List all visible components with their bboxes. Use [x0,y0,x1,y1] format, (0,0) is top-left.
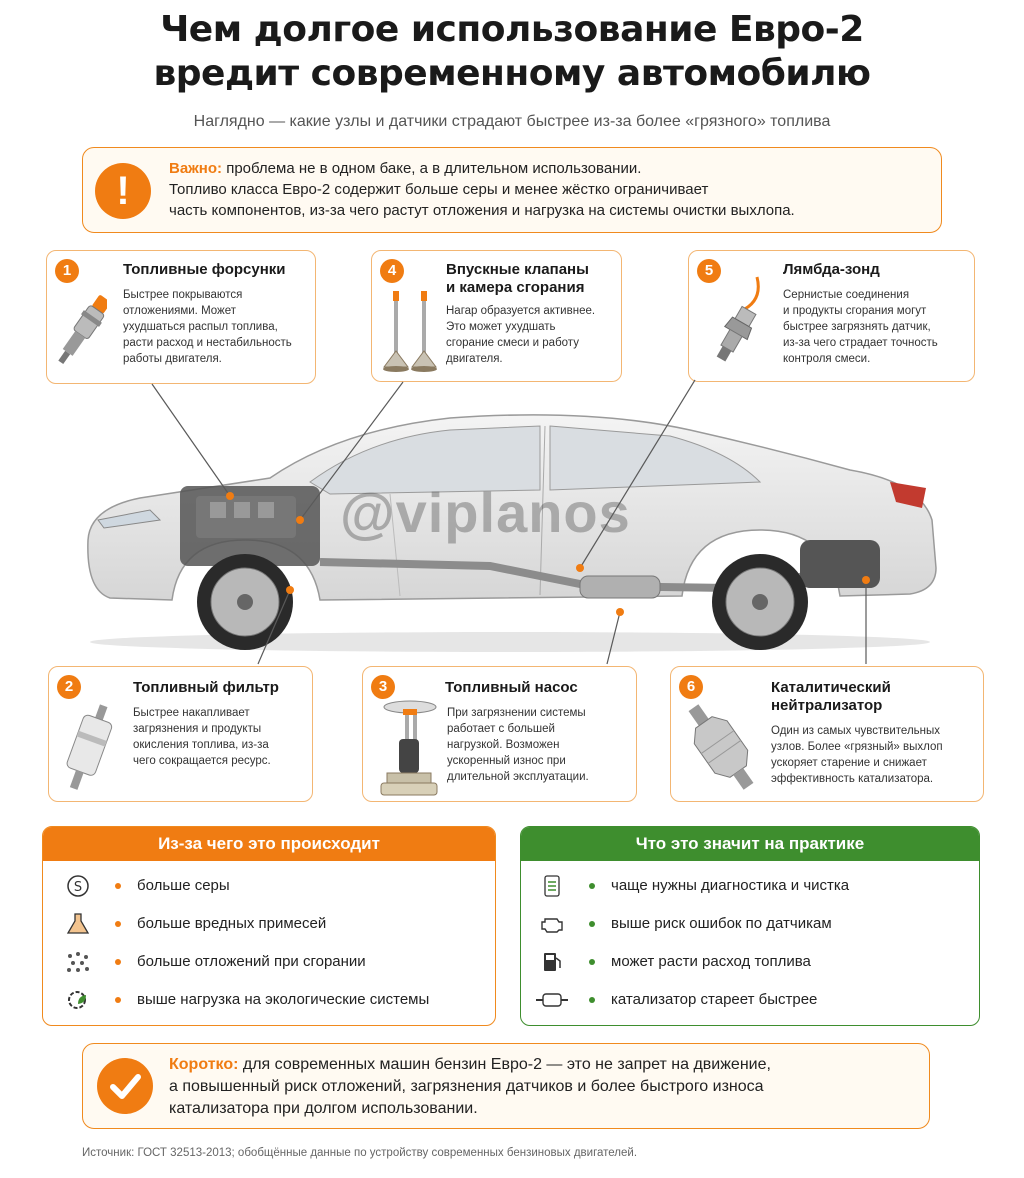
page-title [0,8,1024,96]
injector-icon [57,287,107,377]
list-item [43,943,495,981]
summary-line-1: для современных машин бензин Евро-2 — это не запрет на движение, [238,1056,771,1073]
card-title: Топливные форсунки [123,261,286,278]
list-item [521,981,979,1019]
card-body-line: работает с большей [447,723,555,735]
cause-text: выше нагрузка на экологические системы [137,991,430,1008]
card-body-line: узлов. Более «грязный» выхлоп [771,741,943,753]
card-title: и камера сгорания [446,279,585,296]
effect-text: может расти расход топлива [611,953,811,970]
title-line-2: вредит современному автомобилю [153,53,871,94]
card-number: 6 [679,675,703,699]
catalyst-icon [535,989,569,1011]
card-number: 3 [371,675,395,699]
list-item [521,943,979,981]
card-body-line: Быстрее накапливает [133,707,250,719]
card-body-line: контроля смеси. [783,353,871,365]
card-title: Впускные клапаны [446,261,589,278]
card-title: Топливный насос [445,679,578,696]
card-body-line: отложениями. Может [123,305,237,317]
card-number: 2 [57,675,81,699]
effects-list [521,867,979,1019]
svg-text:S: S [73,880,83,895]
check-engine-icon [539,913,565,935]
important-notice [82,147,942,233]
card-fuel-injectors [46,250,316,384]
card-catalytic-converter [670,666,984,802]
card-intake-valves [371,250,622,382]
fuel-pump-module-icon [377,699,443,799]
title-line-1: Чем долгое использование Евро-2 [160,9,864,50]
card-number: 1 [55,259,79,283]
card-body-line: длительной эксплуатации. [447,771,589,783]
card-body-line: нагрузкой. Возможен [447,739,560,751]
source-note: Источник: ГОСТ 32513-2013; обобщённые данные по устройству современных бензиновых двигателей. [82,1147,638,1159]
cause-text: больше серы [137,877,230,894]
cause-text: больше отложений при сгорании [137,953,366,970]
fuel-pump-icon [539,951,565,973]
card-title: Топливный фильтр [133,679,279,696]
card-body-line: двигателя. [446,353,503,365]
card-number: 4 [380,259,404,283]
causes-list [43,867,495,1019]
exclamation-icon: ! [95,163,151,219]
causes-panel [42,826,496,1026]
checkmark-icon [97,1058,153,1114]
card-body-line: быстрее загрязнять датчик, [783,321,931,333]
card-body-line: из-за чего страдает точность [783,337,938,349]
summary-line-2: а повышенный риск отложений, загрязнения датчиков и более быстрого износа [169,1078,764,1095]
flask-icon [65,913,91,935]
list-item [43,905,495,943]
notice-label: Важно: [169,160,223,177]
card-body-line: ускоренный износ при [447,755,566,767]
card-body-line: Сернистые соединения [783,289,910,301]
card-body-line: сгорание смеси и работу [446,337,579,349]
list-item [43,981,495,1019]
lambda-sensor-icon [701,271,771,375]
card-body-line: эффективность катализатора. [771,773,934,785]
card-body-line: загрязнения и продукты [133,723,262,735]
list-item [521,867,979,905]
card-number: 5 [697,259,721,283]
cause-text: больше вредных примесей [137,915,327,932]
fuel-filter-icon [57,701,119,797]
card-body-line: Один из самых чувствительных [771,725,941,737]
card-body-line: Это может ухудшать [446,321,556,333]
card-body-line: Нагар образуется активнее. [446,305,596,317]
notice-line-1: проблема не в одном баке, а в длительном использовании. [222,160,642,177]
eco-gear-icon [65,989,91,1011]
card-body-line: чего сокращается ресурс. [133,755,271,767]
particles-icon [65,951,91,973]
list-item [43,867,495,905]
card-body-line: работы двигателя. [123,353,222,365]
effects-panel [520,826,980,1026]
sulfur-icon [65,875,91,897]
card-fuel-filter [48,666,313,802]
card-fuel-pump [362,666,637,802]
checklist-icon [539,875,565,897]
card-body-line: Быстрее покрываются [123,289,243,301]
effect-text: чаще нужны диагностика и чистка [611,877,850,894]
card-lambda-sensor [688,250,975,382]
card-body-line: ухудшаться распыл топлива, [123,321,278,333]
card-body-line: расти расход и нестабильность [123,337,292,349]
card-body-line: окисления топлива, из-за [133,739,269,751]
list-item [521,905,979,943]
effect-text: выше риск ошибок по датчикам [611,915,832,932]
card-title: Лямбда-зонд [783,261,880,278]
valves-icon [380,287,440,375]
card-body-line: При загрязнении системы [447,707,586,719]
catalytic-converter-icon [681,697,761,797]
effects-heading: Что это значит на практике [521,827,979,861]
summary-box [82,1043,930,1129]
card-body-line: и продукты сгорания могут [783,305,927,317]
card-title: Каталитический [771,679,891,696]
notice-line-2: Топливо класса Евро-2 содержит больше серы и менее жёстко ограничивает [169,181,709,198]
page-subtitle: Наглядно — какие узлы и датчики страдают быстрее из-за более «грязного» топлива [193,113,831,130]
summary-line-3: катализатора при долгом использовании. [169,1100,478,1117]
notice-line-3: часть компонентов, из-за чего растут отложения и нагрузка на системы очистки выхлопа. [169,202,795,219]
card-body-line: ускоряет старение и снижает [771,757,927,769]
summary-label: Коротко: [169,1056,239,1073]
causes-heading: Из-за чего это происходит [43,827,495,861]
watermark: @viplanos [340,481,631,544]
card-title: нейтрализатор [771,697,883,714]
effect-text: катализатор стареет быстрее [611,991,818,1008]
